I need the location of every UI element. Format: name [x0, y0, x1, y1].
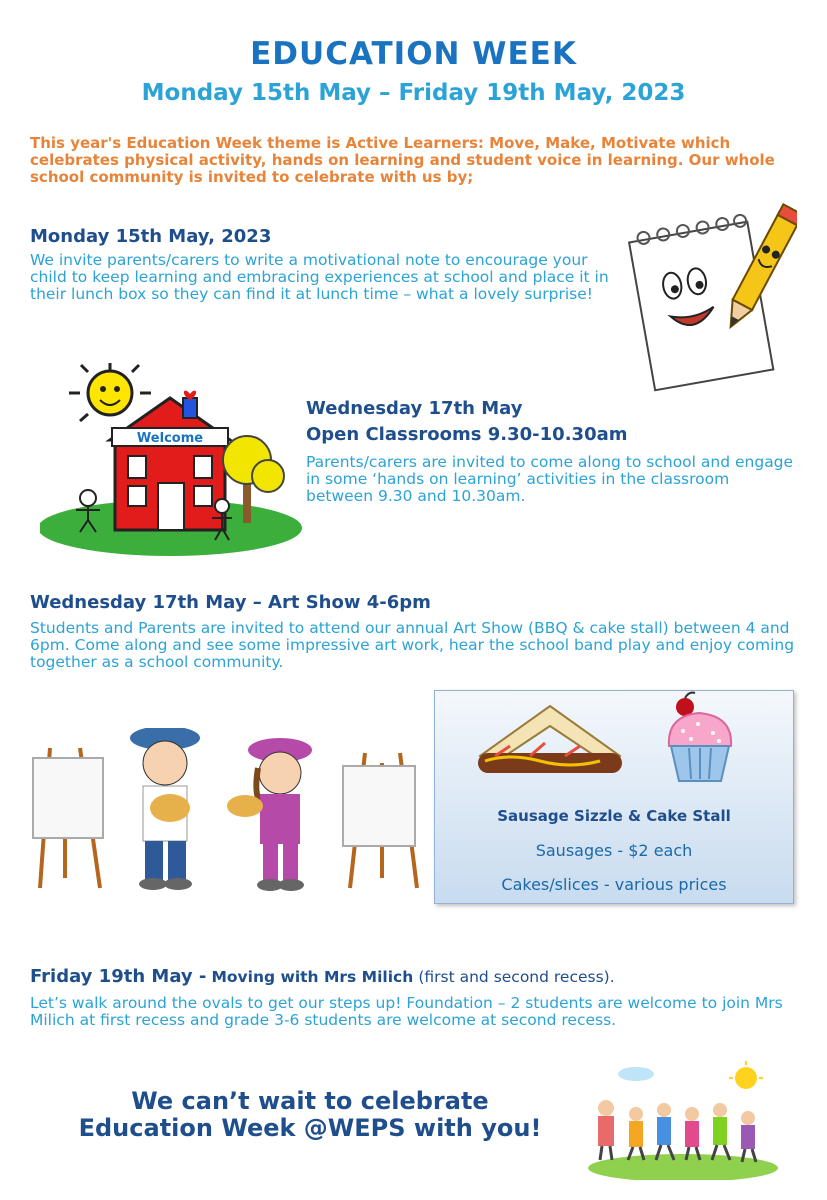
children-playing-illustration	[588, 1060, 778, 1180]
notepad-pencil-illustration	[622, 200, 797, 400]
friday-heading-note: (first and second recess).	[418, 968, 615, 986]
school-house-illustration	[40, 358, 302, 558]
friday-heading	[30, 966, 820, 988]
wednesday-open-body: Parents/carers are invited to come along to school and engage in some ‘hands on learning’ activities in the classroom between 9.30 and 10.30am.	[306, 453, 794, 505]
friday-heading-date: Friday 19th May -	[30, 966, 207, 987]
closing-line-1: We can’t wait to celebrate	[131, 1087, 489, 1115]
monday-heading: Monday 15th May, 2023	[30, 226, 272, 247]
monday-body: We invite parents/carers to write a motivational note to encourage your child to keep learning and embracing experiences at school and place it in their lunch box so they can find it at lunch time – what a lovely surprise!	[30, 251, 609, 303]
wednesday-art-heading: Wednesday 17th May – Art Show 4-6pm	[30, 592, 431, 613]
stall-cake-price: Cakes/slices - various prices	[501, 875, 727, 894]
closing-line-2: Education Week @WEPS with you!	[78, 1114, 542, 1142]
stall-title: Sausage Sizzle & Cake Stall	[497, 807, 731, 825]
intro-paragraph: This year's Education Week theme is Active Learners: Move, Make, Motivate which celebrates physical activity, hands on learning and student voice in learning. Our whole school community is invited to celebrate with us by;	[30, 134, 775, 186]
stall-sausage-price: Sausages - $2 each	[535, 841, 693, 860]
cupcake-icon	[663, 691, 738, 791]
wednesday-open-heading-line2: Open Classrooms 9.30-10.30am	[306, 424, 628, 445]
school-sign-text: Welcome	[136, 431, 204, 446]
wednesday-art-body: Students and Parents are invited to attend our annual Art Show (BBQ & cake stall) between 4 and 6pm. Come along and see some impressive art work, hear the school band play and enjoy coming together as a school community.	[30, 619, 795, 671]
young-artists-illustration	[25, 728, 430, 898]
sausage-sandwich-icon	[470, 701, 630, 791]
sausage-sizzle-box	[434, 690, 794, 904]
page-title: EDUCATION WEEK	[250, 36, 577, 72]
wednesday-open-heading-line1: Wednesday 17th May	[306, 398, 523, 419]
friday-heading-event: Moving with Mrs Milich	[211, 968, 414, 986]
page-subtitle-dates: Monday 15th May – Friday 19th May, 2023	[141, 80, 686, 106]
friday-body: Let’s walk around the ovals to get our steps up! Foundation – 2 students are welcome to join Mrs Milich at first recess and grade 3-6 students are welcome at second recess.	[30, 994, 783, 1029]
